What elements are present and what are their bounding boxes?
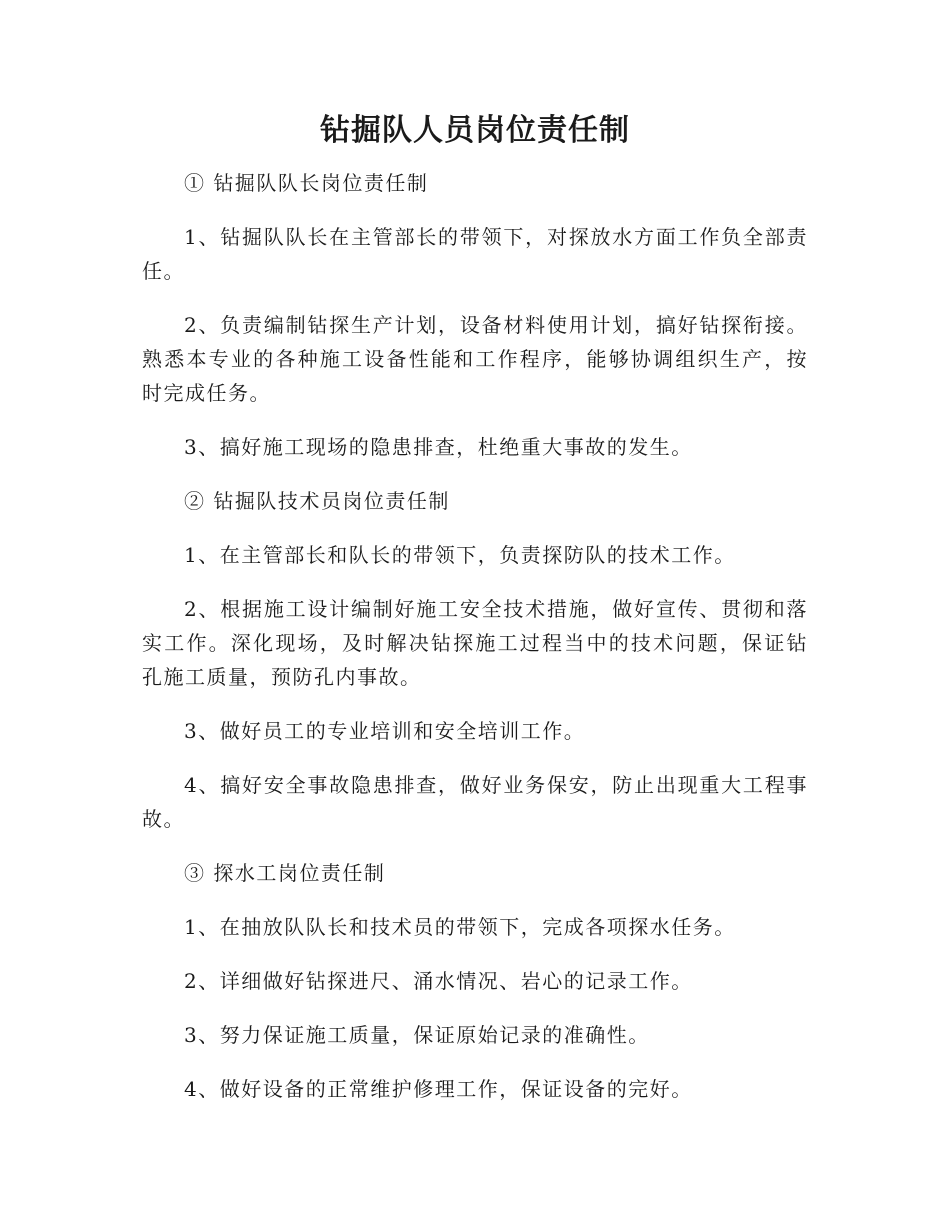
paragraph: 4、做好设备的正常维护修理工作，保证设备的完好。	[184, 1077, 693, 1101]
paragraph: 2、根据施工设计编制好施工安全技术措施，做好宣传、贯彻和落实工作。深化现场，及时解决钻探施工过程当中的技术问题，保证钻孔施工质量，预防孔内事故。	[142, 597, 808, 689]
paragraph: 1、在主管部长和队长的带领下，负责探防队的技术工作。	[184, 543, 736, 567]
paragraph: 1、在抽放队队长和技术员的带领下，完成各项探水任务。	[184, 915, 736, 939]
document-title: 钻掘队人员岗位责任制	[320, 113, 630, 148]
section-heading-3: ③ 探水工岗位责任制	[184, 861, 386, 885]
paragraph: 3、努力保证施工质量，保证原始记录的准确性。	[184, 1023, 650, 1047]
paragraph: 4、搞好安全事故隐患排查，做好业务保安，防止出现重大工程事故。	[142, 773, 808, 831]
document-body	[142, 166, 808, 1126]
paragraph: 3、做好员工的专业培训和安全培训工作。	[184, 719, 586, 743]
section-heading-1: ① 钻掘队队长岗位责任制	[184, 171, 429, 195]
section-heading-2: ② 钻掘队技术员岗位责任制	[184, 489, 450, 513]
paragraph: 2、详细做好钻探进尺、涌水情况、岩心的记录工作。	[184, 969, 693, 993]
paragraph: 1、钻掘队队长在主管部长的带领下，对探放水方面工作负全部责任。	[142, 225, 808, 283]
paragraph: 3、搞好施工现场的隐患排查，杜绝重大事故的发生。	[184, 435, 693, 459]
paragraph: 2、负责编制钻探生产计划，设备材料使用计划，搞好钻探衔接。熟悉本专业的各种施工设备性能和工作程序，能够协调组织生产，按时完成任务。	[142, 313, 808, 405]
